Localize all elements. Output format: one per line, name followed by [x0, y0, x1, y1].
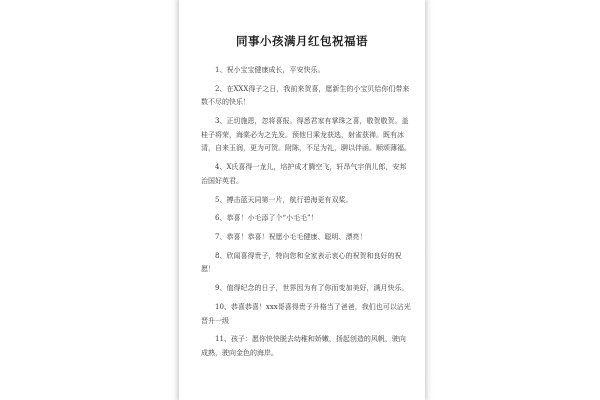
page-shadow-right — [425, 0, 433, 400]
paragraph-1: 1、祝小宝宝健康成长，平安快乐。 — [215, 66, 325, 74]
paragraph-9: 9、值得纪念的日子，世界因为有了你而变加美好，满月快乐。 — [215, 284, 409, 293]
paragraph-5: 5、搏击蓝天同第一片，航行碧海更有双桨。 — [215, 195, 353, 204]
paragraph-7: 7、恭喜！恭喜！祝愿小毛毛健康、聪明、漂亮！ — [215, 233, 367, 242]
paragraph-2: 2、在XXX得子之日，我前来贺喜，愿新生的小宝贝给你们带来数不尽的快乐！ — [201, 84, 410, 107]
paragraph-8: 8、欣闻喜得贵子，特向您和全家表示衷心的祝贺和良好的祝愿！ — [201, 251, 402, 274]
paragraph-11: 11、孩子：愿你快快脱去幼稚和娇嫩，扬起创造的风帆，驶向成熟，驶向金色的海岸。 — [201, 335, 406, 357]
paragraph-4: 4、X氏喜得一龙儿，培护成才腾空飞，轩昂气宇俏儿郎，安邦治国好英君。 — [201, 163, 407, 185]
document-body — [201, 64, 411, 366]
document-sheet — [179, 0, 425, 400]
document-title: 同事小孩满月红包祝福语 — [236, 34, 368, 48]
paragraph-10: 10、恭喜恭喜！xxx哥喜得贵子升格当了爸爸，我们也可以沾光晋升一级 — [201, 303, 411, 325]
paragraph-6: 6、恭喜！小毛添了个“小毛毛”！ — [215, 214, 318, 223]
paragraph-3: 3、正切施恩，忽将喜报。得悉君家有掌珠之喜，敬贺敬贺。盖桂子将荣，海棠必为之先发。预他日乘龙获选，射雀获禅。既有冰清，自来玉润，更为可贺。附陈，不足为礼，聊以伴函。顺颂薄福。 — [201, 117, 411, 153]
page-shadow-left — [171, 0, 179, 400]
